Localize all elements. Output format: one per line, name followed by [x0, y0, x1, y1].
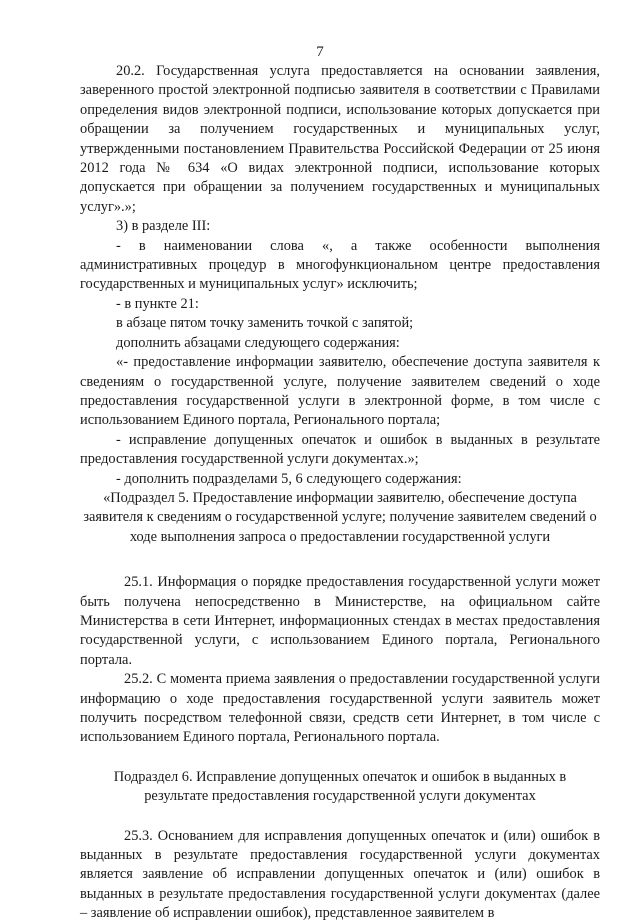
paragraph-error-correction: - исправление допущенных опечаток и ошибок в выданных в результате предоставления государственной услуги документах.»;	[80, 431, 600, 468]
paragraph-add-subsections: - дополнить подразделами 5, 6 следующего содержания:	[116, 470, 462, 487]
document-body	[80, 62, 600, 924]
paragraph-add-abzats: дополнить абзацами следующего содержания:	[116, 334, 400, 351]
paragraph-20-2: 20.2. Государственная услуга предоставляется на основании заявления, заверенного простой электронной подписью заявителя в соответствии с Правилами определения видов электронной подписи, использование которых допускается при обращении за получением государственных и муниципальных услуг, утвержденными постановлением Правительства Российской Федерации от 25 июня 2012 года № 634 «О видах электронной подписи, использование которых допускается при обращении за получением государственных и муниципальных услуг».»;	[80, 63, 600, 215]
page-number: 7	[316, 44, 324, 60]
paragraph-25-1: 25.1. Информация о порядке предоставления государственной услуги может быть получена непосредственно в Министерстве, на официальном сайте Министерства в сети Интернет, информационных стендах в местах предоставления государственной услуги, с использованием Единого портала, Регионального портала.	[80, 574, 600, 668]
spacer	[80, 547, 600, 573]
paragraph-section-3: 3) в разделе III:	[116, 218, 211, 235]
subsection-6-title: Подраздел 6. Исправление допущенных опечаток и ошибок в выданных в результате предоставления государственной услуги документах	[113, 768, 567, 805]
subsection-5-title: «Подраздел 5. Предоставление информации заявителю, обеспечение доступа заявителя к сведениям о государственной услуге; получение заявителем сведений о ходе выполнения запроса о предоставлении государственной услуги	[83, 489, 597, 545]
paragraph-25-3: 25.3. Основанием для исправления допущенных опечаток и (или) ошибок в выданных в результате предоставления государственной услуги документах является заявление об исправлении допущенных опечаток и (или) ошибок в выданных в результате предоставления государственной услуги документах (далее – заявление об исправлении ошибок), представленное заявителем в	[80, 827, 600, 922]
paragraph-item-21: - в пункте 21:	[116, 295, 199, 312]
paragraph-25-2: 25.2. С момента приема заявления о предоставлении государственной услуги информацию о ходе предоставления государственной услуги заявитель может получить посредством телефонной связи, средств сети Интернет, в том числе с использованием Единого портала, Регионального портала.	[80, 671, 600, 746]
paragraph-fifth-abzats: в абзаце пятом точку заменить точкой с запятой;	[116, 315, 414, 332]
paragraph-naming-change: - в наименовании слова «, а также особенности выполнения административных процедур в многофункциональном центре предоставления государственных и муниципальных услуг» исключить;	[80, 237, 600, 293]
spacer	[80, 748, 600, 768]
paragraph-info-access: «- предоставление информации заявителю, обеспечение доступа заявителя к сведениям о государственной услуге, получение заявителем сведений о ходе предоставления государственной услуги в электронной форме, в том числе с использованием Единого портала, Регионального портала;	[80, 354, 600, 429]
spacer	[80, 807, 600, 827]
